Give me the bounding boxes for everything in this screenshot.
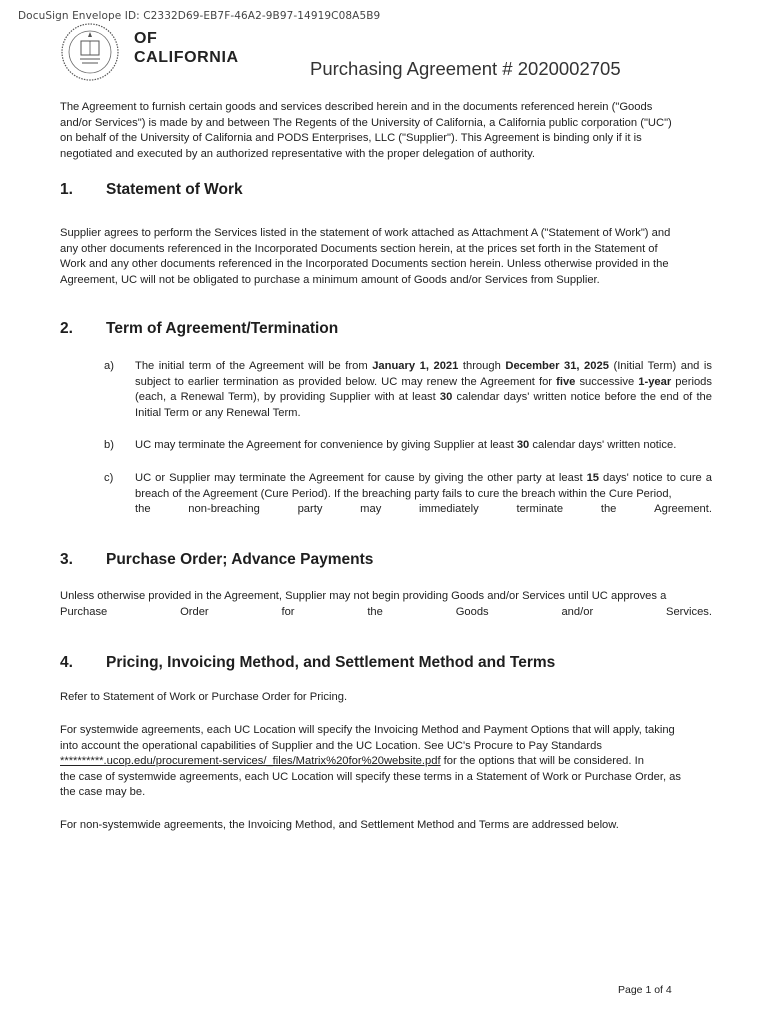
word: the [600,503,617,516]
paragraph-line: any other documents referenced in the Incorporated Documents section herein, at the prices set forth in the Statement of [60,242,658,255]
word: and/or [561,605,594,618]
paragraph-line: the case may be. [60,786,146,799]
section-1-paragraph [60,226,712,288]
clause-text: UC or Supplier may terminate the Agreement for cause by giving the other party at least 15 days' notice to cure a breach of the Agreement (Cure Period). If the breaching party fails to cure the breach within the Cure Period, [135,472,712,500]
section-title: Purchase Order; Advance Payments [106,551,374,568]
page-number: Page 1 of 4 [618,984,672,996]
word: Goods [455,605,489,618]
intro-line: negotiated and executed by an authorized representative with the proper delegation of authority. [60,147,535,160]
paragraph-line: Supplier agrees to perform the Services listed in the statement of work attached as Attachment A ("Statement of Work") and [60,227,671,239]
clause-label: a) [104,360,114,372]
section-1-heading [60,181,243,199]
term-clause-b [104,438,712,454]
paragraph-line: the case of systemwide agreements, each UC Location will specify these terms in a Statement of Work or Purchase Order, as [60,770,681,783]
organization-name [134,29,239,67]
paragraph-line: **********.ucop.edu/procurement-services/_files/Matrix%20for%20website.pdf for the options that will be considered. In [60,755,644,768]
clause-text: UC may terminate the Agreement for convenience by giving Supplier at least 30 calendar days' written notice. [135,439,677,451]
intro-paragraph [60,100,712,162]
paragraph-line: Work and any other documents referenced in the Incorporated Documents section herein. Unless otherwise provided in the [60,258,669,271]
clause-last-line [135,502,712,518]
section-4-pricing-note: Refer to Statement of Work or Purchase Order for Pricing. [60,691,348,703]
section-number: 1. [60,181,73,198]
word: Agreement. [654,503,712,516]
clause-label: b) [104,439,114,451]
clause-label: c) [104,472,114,484]
section-number: 3. [60,551,73,568]
word: Purchase [60,605,108,618]
word: Order [180,605,209,618]
org-line-1: OF [134,30,158,47]
section-2-heading [60,320,338,338]
intro-line: The Agreement to furnish certain goods and services described herein and in the documents referenced herein ("Goods [60,101,653,113]
word: may [360,503,382,516]
word: terminate [516,503,564,516]
section-4-non-systemwide-paragraph: For non-systemwide agreements, the Invoicing Method, and Settlement Method and Terms are addressed below. [60,819,619,831]
word: the [367,605,383,618]
section-3-heading [60,551,373,569]
section-4-heading [60,654,555,672]
section-title: Statement of Work [106,181,243,198]
clause-text: The initial term of the Agreement will be from January 1, 2021 through December 31, 2025 (Initial Term) and is subject to earlier termination as provided below. UC may renew the Agreement for five successive 1-year periods (each, a Renewal Term), by providing Supplier with at least 30 calendar days' written notice before the end of the Initial Term or any Renewal Term. [135,360,713,419]
intro-line: and/or Services") is made by and between The Regents of the University of California, a California public corporation ("UC") [60,116,672,129]
word: immediately [419,503,479,516]
section-title: Pricing, Invoicing Method, and Settlement Method and Terms [106,654,556,671]
docusign-envelope-id: DocuSign Envelope ID: C2332D69-EB7F-46A2-9B97-14919C08A5B9 [18,10,381,22]
procure-to-pay-link[interactable]: **********.ucop.edu/procurement-services/_files/Matrix%20for%20website.pdf [60,755,441,768]
org-line-2: CALIFORNIA [134,49,239,66]
paragraph-line: For systemwide agreements, each UC Location will specify the Invoicing Method and Payment Options that will apply, taking [60,724,675,736]
word: the [135,503,151,516]
term-clause-a [104,359,712,421]
university-seal-icon [60,22,120,82]
section-number: 4. [60,654,73,671]
agreement-title: Purchasing Agreement # 2020002705 [310,58,621,79]
word: for [281,605,295,618]
section-title: Term of Agreement/Termination [106,320,339,337]
paragraph-last-line [60,605,712,621]
term-clause-c [104,471,712,518]
section-number: 2. [60,320,73,337]
section-3-paragraph [60,589,712,620]
paragraph-line: Agreement, UC will not be obligated to purchase a minimum amount of Goods and/or Services from Supplier. [60,273,600,286]
word: non-breaching [188,503,260,516]
word: Services. [665,605,712,618]
intro-line: on behalf of the University of California and PODS Enterprises, LLC ("Supplier"). This Agreement is binding only if it is [60,132,642,145]
paragraph-line: Unless otherwise provided in the Agreement, Supplier may not begin providing Goods and/or Services until UC approves a [60,590,667,602]
section-4-systemwide-paragraph [60,723,712,801]
paragraph-line: into account the operational capabilities of Supplier and the UC Location. See UC's Procure to Pay Standards [60,739,602,752]
word: party [297,503,323,516]
